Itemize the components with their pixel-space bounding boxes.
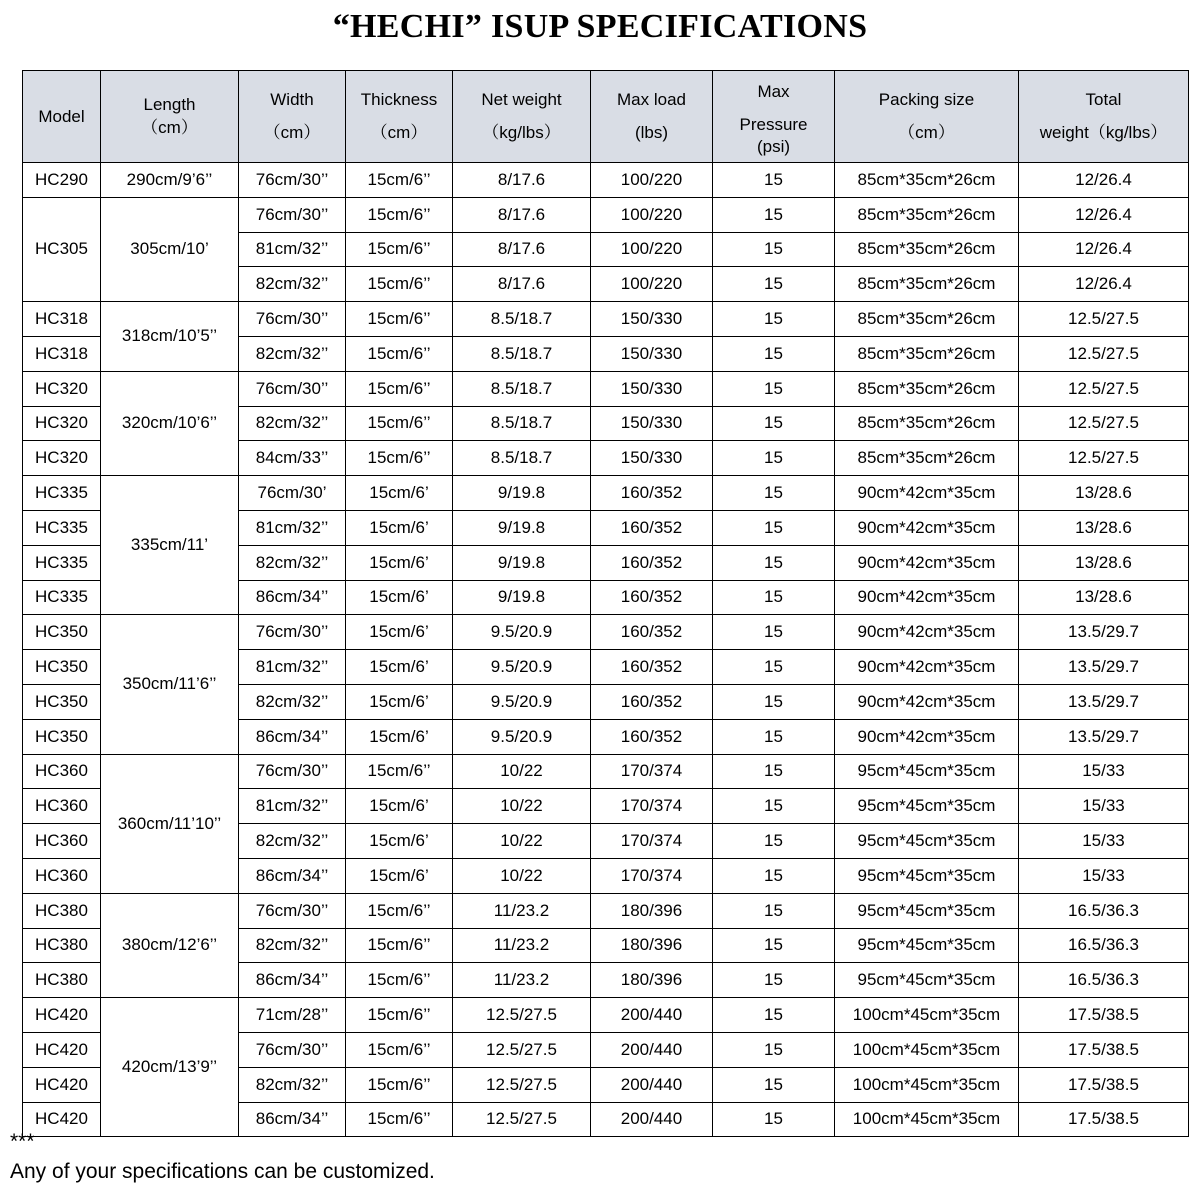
cell-net-weight: 9.5/20.9 <box>453 650 591 685</box>
cell-width: 76cm/30’ <box>239 476 346 511</box>
cell-model: HC420 <box>23 1067 101 1102</box>
cell-length: 380cm/12’6’’ <box>101 893 239 997</box>
cell-thickness: 15cm/6’’ <box>346 1067 453 1102</box>
cell-width: 86cm/34’’ <box>239 719 346 754</box>
cell-max-pressure: 15 <box>713 650 835 685</box>
cell-packing-size: 95cm*45cm*35cm <box>835 963 1019 998</box>
table-row <box>23 998 1189 1033</box>
cell-packing-size: 95cm*45cm*35cm <box>835 858 1019 893</box>
cell-model: HC350 <box>23 650 101 685</box>
cell-length: 350cm/11’6’’ <box>101 615 239 754</box>
cell-width: 84cm/33’’ <box>239 441 346 476</box>
cell-net-weight: 8.5/18.7 <box>453 336 591 371</box>
cell-model: HC305 <box>23 197 101 301</box>
cell-thickness: 15cm/6’ <box>346 580 453 615</box>
cell-net-weight: 10/22 <box>453 824 591 859</box>
footer-stars: *** <box>10 1130 35 1153</box>
cell-max-load: 160/352 <box>591 580 713 615</box>
cell-net-weight: 8.5/18.7 <box>453 441 591 476</box>
cell-width: 81cm/32’’ <box>239 789 346 824</box>
cell-net-weight: 11/23.2 <box>453 893 591 928</box>
cell-width: 81cm/32’’ <box>239 232 346 267</box>
cell-packing-size: 90cm*42cm*35cm <box>835 580 1019 615</box>
cell-net-weight: 12.5/27.5 <box>453 1067 591 1102</box>
cell-max-pressure: 15 <box>713 197 835 232</box>
header-row <box>23 71 1189 163</box>
table-row <box>23 197 1189 232</box>
cell-packing-size: 95cm*45cm*35cm <box>835 824 1019 859</box>
cell-total-weight: 12.5/27.5 <box>1019 371 1189 406</box>
cell-total-weight: 17.5/38.5 <box>1019 1102 1189 1137</box>
cell-packing-size: 85cm*35cm*26cm <box>835 197 1019 232</box>
cell-packing-size: 95cm*45cm*35cm <box>835 893 1019 928</box>
cell-max-load: 100/220 <box>591 197 713 232</box>
cell-net-weight: 9.5/20.9 <box>453 719 591 754</box>
cell-packing-size: 90cm*42cm*35cm <box>835 510 1019 545</box>
cell-max-load: 170/374 <box>591 858 713 893</box>
cell-thickness: 15cm/6’’ <box>346 1102 453 1137</box>
cell-max-pressure: 15 <box>713 336 835 371</box>
cell-net-weight: 12.5/27.5 <box>453 1102 591 1137</box>
cell-max-load: 100/220 <box>591 232 713 267</box>
table-row <box>23 476 1189 511</box>
cell-thickness: 15cm/6’’ <box>346 232 453 267</box>
cell-total-weight: 12/26.4 <box>1019 197 1189 232</box>
cell-max-pressure: 15 <box>713 789 835 824</box>
cell-thickness: 15cm/6’ <box>346 684 453 719</box>
cell-net-weight: 12.5/27.5 <box>453 998 591 1033</box>
cell-packing-size: 85cm*35cm*26cm <box>835 336 1019 371</box>
cell-width: 82cm/32’’ <box>239 824 346 859</box>
cell-net-weight: 9/19.8 <box>453 510 591 545</box>
cell-max-pressure: 15 <box>713 615 835 650</box>
cell-width: 82cm/32’’ <box>239 684 346 719</box>
cell-max-pressure: 15 <box>713 893 835 928</box>
cell-max-load: 160/352 <box>591 684 713 719</box>
cell-model: HC420 <box>23 1032 101 1067</box>
cell-thickness: 15cm/6’ <box>346 719 453 754</box>
table-row <box>23 371 1189 406</box>
page-title: “HECHI” ISUP SPECIFICATIONS <box>332 8 868 45</box>
cell-max-load: 100/220 <box>591 163 713 198</box>
cell-packing-size: 100cm*45cm*35cm <box>835 1032 1019 1067</box>
header-total-weight: Total weight（kg/lbs） <box>1019 71 1189 163</box>
spec-table <box>22 70 1189 1137</box>
cell-packing-size: 85cm*35cm*26cm <box>835 441 1019 476</box>
table-row <box>23 302 1189 337</box>
cell-length: 318cm/10’5’’ <box>101 302 239 372</box>
cell-model: HC350 <box>23 719 101 754</box>
cell-packing-size: 85cm*35cm*26cm <box>835 302 1019 337</box>
cell-thickness: 15cm/6’’ <box>346 928 453 963</box>
cell-thickness: 15cm/6’’ <box>346 754 453 789</box>
table-row <box>23 754 1189 789</box>
cell-model: HC335 <box>23 580 101 615</box>
table-row <box>23 615 1189 650</box>
cell-max-pressure: 15 <box>713 163 835 198</box>
cell-thickness: 15cm/6’’ <box>346 441 453 476</box>
table-row <box>23 893 1189 928</box>
header-model: Model <box>23 71 101 163</box>
cell-packing-size: 90cm*42cm*35cm <box>835 684 1019 719</box>
cell-thickness: 15cm/6’’ <box>346 1032 453 1067</box>
cell-max-load: 150/330 <box>591 371 713 406</box>
cell-total-weight: 13.5/29.7 <box>1019 719 1189 754</box>
footer-note: Any of your specifications can be customized. <box>10 1160 435 1183</box>
cell-net-weight: 9/19.8 <box>453 476 591 511</box>
cell-packing-size: 95cm*45cm*35cm <box>835 928 1019 963</box>
cell-total-weight: 13/28.6 <box>1019 476 1189 511</box>
cell-max-pressure: 15 <box>713 998 835 1033</box>
cell-length: 320cm/10’6’’ <box>101 371 239 475</box>
cell-max-pressure: 15 <box>713 858 835 893</box>
cell-total-weight: 13/28.6 <box>1019 580 1189 615</box>
cell-net-weight: 10/22 <box>453 858 591 893</box>
cell-width: 82cm/32’’ <box>239 545 346 580</box>
cell-model: HC335 <box>23 545 101 580</box>
cell-total-weight: 13.5/29.7 <box>1019 650 1189 685</box>
cell-total-weight: 13/28.6 <box>1019 510 1189 545</box>
cell-max-load: 170/374 <box>591 754 713 789</box>
cell-thickness: 15cm/6’’ <box>346 163 453 198</box>
cell-total-weight: 12.5/27.5 <box>1019 336 1189 371</box>
cell-model: HC420 <box>23 1102 101 1137</box>
cell-max-load: 170/374 <box>591 824 713 859</box>
cell-max-pressure: 15 <box>713 684 835 719</box>
cell-width: 76cm/30’’ <box>239 615 346 650</box>
cell-max-pressure: 15 <box>713 371 835 406</box>
cell-width: 86cm/34’’ <box>239 1102 346 1137</box>
header-thickness: Thickness （cm） <box>346 71 453 163</box>
cell-model: HC335 <box>23 476 101 511</box>
cell-packing-size: 85cm*35cm*26cm <box>835 267 1019 302</box>
cell-packing-size: 90cm*42cm*35cm <box>835 719 1019 754</box>
cell-model: HC320 <box>23 371 101 406</box>
header-max-load: Max load (lbs) <box>591 71 713 163</box>
cell-thickness: 15cm/6’’ <box>346 406 453 441</box>
cell-max-load: 180/396 <box>591 928 713 963</box>
cell-model: HC360 <box>23 824 101 859</box>
cell-total-weight: 13.5/29.7 <box>1019 684 1189 719</box>
cell-max-load: 200/440 <box>591 1102 713 1137</box>
cell-total-weight: 15/33 <box>1019 754 1189 789</box>
cell-thickness: 15cm/6’’ <box>346 998 453 1033</box>
cell-width: 82cm/32’’ <box>239 406 346 441</box>
cell-packing-size: 85cm*35cm*26cm <box>835 232 1019 267</box>
cell-max-load: 160/352 <box>591 650 713 685</box>
cell-width: 82cm/32’’ <box>239 928 346 963</box>
cell-total-weight: 13/28.6 <box>1019 545 1189 580</box>
cell-net-weight: 10/22 <box>453 754 591 789</box>
cell-net-weight: 8.5/18.7 <box>453 371 591 406</box>
cell-packing-size: 85cm*35cm*26cm <box>835 163 1019 198</box>
cell-packing-size: 90cm*42cm*35cm <box>835 545 1019 580</box>
cell-width: 71cm/28’’ <box>239 998 346 1033</box>
cell-max-load: 150/330 <box>591 406 713 441</box>
cell-net-weight: 8/17.6 <box>453 163 591 198</box>
cell-model: HC350 <box>23 615 101 650</box>
header-net-weight: Net weight （kg/lbs） <box>453 71 591 163</box>
cell-packing-size: 85cm*35cm*26cm <box>835 371 1019 406</box>
cell-net-weight: 9.5/20.9 <box>453 615 591 650</box>
cell-max-pressure: 15 <box>713 1067 835 1102</box>
cell-packing-size: 100cm*45cm*35cm <box>835 998 1019 1033</box>
cell-width: 76cm/30’’ <box>239 302 346 337</box>
cell-max-load: 160/352 <box>591 545 713 580</box>
cell-net-weight: 8.5/18.7 <box>453 406 591 441</box>
cell-packing-size: 100cm*45cm*35cm <box>835 1067 1019 1102</box>
cell-max-pressure: 15 <box>713 406 835 441</box>
cell-total-weight: 13.5/29.7 <box>1019 615 1189 650</box>
cell-net-weight: 8/17.6 <box>453 197 591 232</box>
cell-thickness: 15cm/6’’ <box>346 302 453 337</box>
cell-thickness: 15cm/6’ <box>346 615 453 650</box>
cell-model: HC360 <box>23 754 101 789</box>
cell-length: 360cm/11’10’’ <box>101 754 239 893</box>
cell-total-weight: 15/33 <box>1019 824 1189 859</box>
cell-max-load: 150/330 <box>591 441 713 476</box>
cell-model: HC290 <box>23 163 101 198</box>
cell-max-pressure: 15 <box>713 476 835 511</box>
cell-total-weight: 12.5/27.5 <box>1019 441 1189 476</box>
cell-thickness: 15cm/6’ <box>346 476 453 511</box>
cell-max-pressure: 15 <box>713 1102 835 1137</box>
cell-thickness: 15cm/6’ <box>346 858 453 893</box>
cell-width: 82cm/32’’ <box>239 336 346 371</box>
cell-width: 86cm/34’’ <box>239 963 346 998</box>
cell-total-weight: 15/33 <box>1019 789 1189 824</box>
cell-max-pressure: 15 <box>713 963 835 998</box>
cell-packing-size: 90cm*42cm*35cm <box>835 476 1019 511</box>
cell-width: 82cm/32’’ <box>239 1067 346 1102</box>
cell-max-load: 180/396 <box>591 963 713 998</box>
header-width: Width （cm） <box>239 71 346 163</box>
cell-max-pressure: 15 <box>713 545 835 580</box>
table-header <box>23 71 1189 163</box>
cell-max-load: 180/396 <box>591 893 713 928</box>
cell-width: 82cm/32’’ <box>239 267 346 302</box>
cell-width: 86cm/34’’ <box>239 858 346 893</box>
cell-packing-size: 90cm*42cm*35cm <box>835 650 1019 685</box>
cell-max-load: 150/330 <box>591 336 713 371</box>
cell-width: 76cm/30’’ <box>239 1032 346 1067</box>
cell-model: HC320 <box>23 441 101 476</box>
cell-total-weight: 12/26.4 <box>1019 232 1189 267</box>
cell-total-weight: 17.5/38.5 <box>1019 1032 1189 1067</box>
cell-model: HC380 <box>23 928 101 963</box>
cell-max-load: 100/220 <box>591 267 713 302</box>
cell-net-weight: 8.5/18.7 <box>453 302 591 337</box>
cell-max-load: 160/352 <box>591 476 713 511</box>
cell-packing-size: 90cm*42cm*35cm <box>835 615 1019 650</box>
cell-model: HC335 <box>23 510 101 545</box>
cell-packing-size: 85cm*35cm*26cm <box>835 406 1019 441</box>
cell-max-pressure: 15 <box>713 232 835 267</box>
cell-thickness: 15cm/6’’ <box>346 893 453 928</box>
cell-net-weight: 9/19.8 <box>453 580 591 615</box>
cell-total-weight: 17.5/38.5 <box>1019 998 1189 1033</box>
cell-max-load: 170/374 <box>591 789 713 824</box>
cell-total-weight: 12.5/27.5 <box>1019 302 1189 337</box>
cell-model: HC380 <box>23 963 101 998</box>
cell-thickness: 15cm/6’’ <box>346 371 453 406</box>
header-packing-size: Packing size （cm） <box>835 71 1019 163</box>
cell-model: HC380 <box>23 893 101 928</box>
cell-width: 76cm/30’’ <box>239 163 346 198</box>
cell-net-weight: 8/17.6 <box>453 232 591 267</box>
cell-thickness: 15cm/6’’ <box>346 197 453 232</box>
cell-length: 335cm/11’ <box>101 476 239 615</box>
header-length: Length （cm） <box>101 71 239 163</box>
cell-width: 76cm/30’’ <box>239 197 346 232</box>
cell-net-weight: 12.5/27.5 <box>453 1032 591 1067</box>
table-body <box>23 163 1189 1137</box>
cell-max-pressure: 15 <box>713 267 835 302</box>
cell-model: HC350 <box>23 684 101 719</box>
cell-thickness: 15cm/6’ <box>346 789 453 824</box>
cell-total-weight: 12.5/27.5 <box>1019 406 1189 441</box>
cell-max-load: 150/330 <box>591 302 713 337</box>
cell-width: 81cm/32’’ <box>239 510 346 545</box>
cell-model: HC360 <box>23 789 101 824</box>
cell-max-pressure: 15 <box>713 1032 835 1067</box>
cell-model: HC318 <box>23 336 101 371</box>
cell-max-load: 200/440 <box>591 1067 713 1102</box>
cell-model: HC318 <box>23 302 101 337</box>
cell-thickness: 15cm/6’’ <box>346 336 453 371</box>
cell-max-load: 200/440 <box>591 1032 713 1067</box>
cell-net-weight: 9/19.8 <box>453 545 591 580</box>
cell-thickness: 15cm/6’ <box>346 824 453 859</box>
header-max-pressure: Max Pressure (psi) <box>713 71 835 163</box>
cell-max-pressure: 15 <box>713 824 835 859</box>
cell-max-pressure: 15 <box>713 580 835 615</box>
cell-max-load: 160/352 <box>591 719 713 754</box>
cell-length: 305cm/10’ <box>101 197 239 301</box>
cell-max-pressure: 15 <box>713 302 835 337</box>
cell-model: HC420 <box>23 998 101 1033</box>
cell-max-pressure: 15 <box>713 719 835 754</box>
cell-total-weight: 16.5/36.3 <box>1019 893 1189 928</box>
cell-width: 76cm/30’’ <box>239 371 346 406</box>
cell-width: 76cm/30’’ <box>239 754 346 789</box>
cell-total-weight: 17.5/38.5 <box>1019 1067 1189 1102</box>
cell-thickness: 15cm/6’ <box>346 650 453 685</box>
cell-thickness: 15cm/6’ <box>346 510 453 545</box>
cell-net-weight: 11/23.2 <box>453 963 591 998</box>
cell-max-load: 200/440 <box>591 998 713 1033</box>
cell-max-pressure: 15 <box>713 510 835 545</box>
cell-packing-size: 95cm*45cm*35cm <box>835 789 1019 824</box>
cell-length: 420cm/13’9’’ <box>101 998 239 1137</box>
cell-max-pressure: 15 <box>713 441 835 476</box>
cell-model: HC360 <box>23 858 101 893</box>
cell-total-weight: 12/26.4 <box>1019 163 1189 198</box>
cell-thickness: 15cm/6’’ <box>346 267 453 302</box>
cell-total-weight: 16.5/36.3 <box>1019 928 1189 963</box>
cell-width: 86cm/34’’ <box>239 580 346 615</box>
cell-net-weight: 9.5/20.9 <box>453 684 591 719</box>
cell-net-weight: 11/23.2 <box>453 928 591 963</box>
cell-width: 81cm/32’’ <box>239 650 346 685</box>
cell-width: 76cm/30’’ <box>239 893 346 928</box>
cell-net-weight: 8/17.6 <box>453 267 591 302</box>
cell-max-pressure: 15 <box>713 928 835 963</box>
cell-packing-size: 100cm*45cm*35cm <box>835 1102 1019 1137</box>
cell-model: HC320 <box>23 406 101 441</box>
cell-max-load: 160/352 <box>591 510 713 545</box>
cell-thickness: 15cm/6’ <box>346 545 453 580</box>
cell-total-weight: 15/33 <box>1019 858 1189 893</box>
cell-packing-size: 95cm*45cm*35cm <box>835 754 1019 789</box>
cell-net-weight: 10/22 <box>453 789 591 824</box>
cell-max-pressure: 15 <box>713 754 835 789</box>
cell-thickness: 15cm/6’’ <box>346 963 453 998</box>
cell-length: 290cm/9’6’’ <box>101 163 239 198</box>
cell-total-weight: 12/26.4 <box>1019 267 1189 302</box>
cell-total-weight: 16.5/36.3 <box>1019 963 1189 998</box>
table-row <box>23 163 1189 198</box>
cell-max-load: 160/352 <box>591 615 713 650</box>
